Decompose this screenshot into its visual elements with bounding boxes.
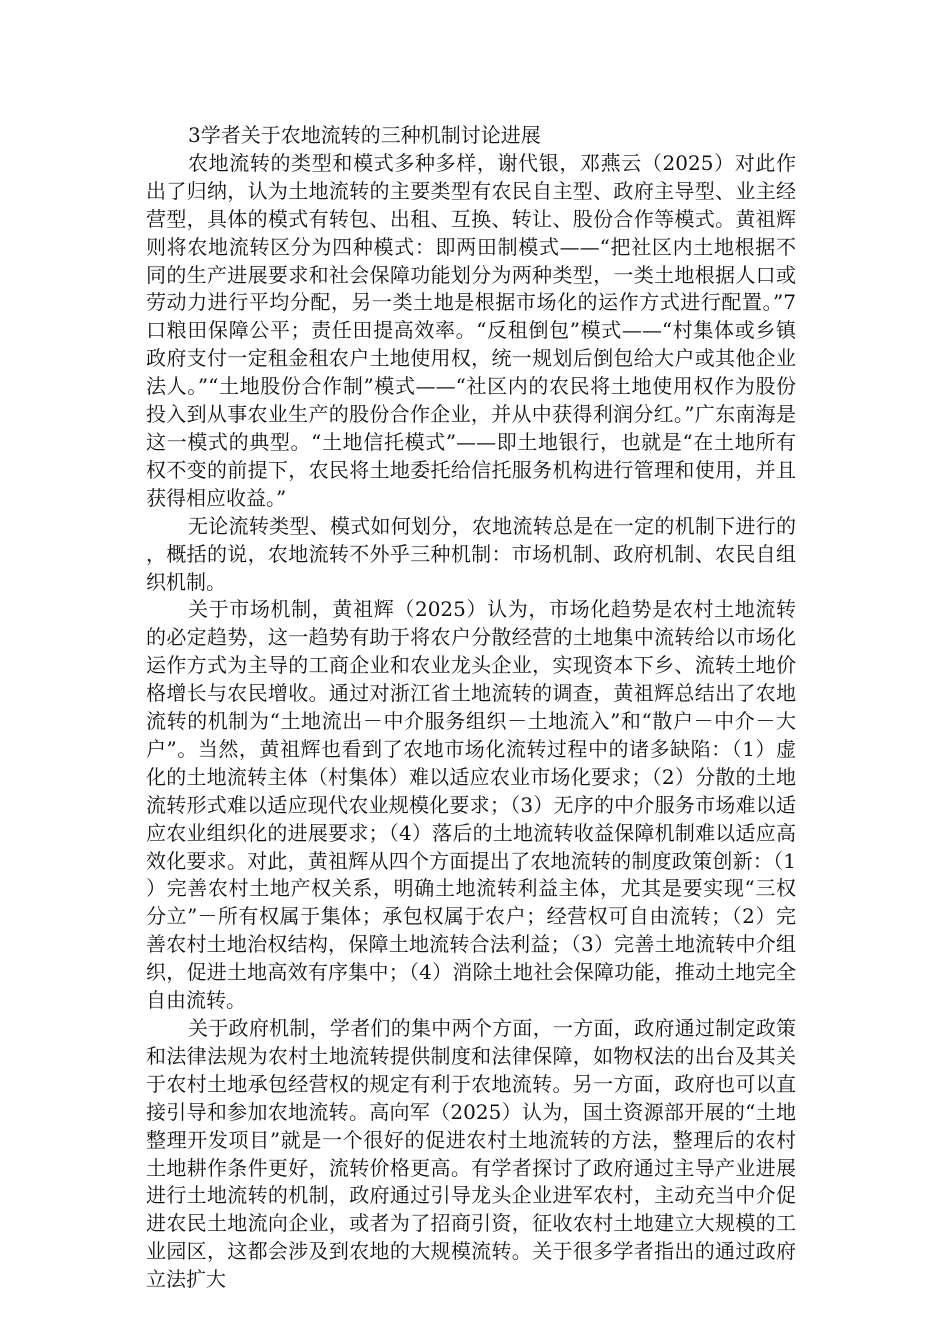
document-page — [146, 122, 796, 1294]
paragraph-government-mechanism: 关于政府机制，学者们的集中两个方面，一方面，政府通过制定政策和法律法规为农村土地流转提供制度和法律保障，如物权法的出台及其关于农村土地承包经营权的规定有利于农地流转。另一方面，政府也可以直接引导和参加农地流转。高向军（2025）认为，国土资源部开展的“土地整理开发项目”就是一个很好的促进农村土地流转的方法，整理后的农村土地耕作条件更好，流转价格更高。有学者探讨了政府通过主导产业进展进行土地流转的机制，政府通过引导龙头企业进军农村，主动充当中介促进农民土地流向企业，或者为了招商引资，征收农村土地建立大规模的工业园区，这都会涉及到农地的大规模流转。关于很多学者指出的通过政府立法扩大 — [146, 1016, 796, 1292]
paragraph-three-mechanisms: 无论流转类型、模式如何划分，农地流转总是在一定的机制下进行的，概括的说，农地流转不外乎三种机制：市场机制、政府机制、农民自组织机制。 — [146, 513, 796, 594]
paragraph-market-mechanism: 关于市场机制，黄祖辉（2025）认为，市场化趋势是农村土地流转的必定趋势，这一趋势有助于将农户分散经营的土地集中流转给以市场化运作方式为主导的工商企业和农业龙头企业，实现资本下乡、流转土地价格增长与农民增收。通过对浙江省土地流转的调查，黄祖辉总结出了农地流转的机制为“土地流出－中介服务组织－土地流入”和“散户－中介－大户”。当然，黄祖辉也看到了农地市场化流转过程中的诸多缺陷：（1）虚化的土地流转主体（村集体）难以适应农业市场化要求；（2）分散的土地流转形式难以适应现代农业规模化要求；（3）无序的中介服务市场难以适应农业组织化的进展要求；（4）落后的土地流转收益保障机制难以适应高效化要求。对此，黄祖辉从四个方面提出了农地流转的制度政策创新：（1）完善农村土地产权关系，明确土地流转利益主体，尤其是要实现“三权分立”－所有权属于集体；承包权属于农户；经营权可自由流转；（2）完善农村土地治权结构，保障土地流转合法利益；（3）完善土地流转中介组织，促进土地高效有序集中；（4）消除土地社会保障功能，推动土地完全自由流转。 — [146, 597, 796, 1013]
paragraph-land-transfer-types: 农地流转的类型和模式多种多样，谢代银，邓燕云（2025）对此作出了归纳，认为土地流转的主要类型有农民自主型、政府主导型、业主经营型，具体的模式有转包、出租、互换、转让、股份合作等模式。黄祖辉则将农地流转区分为四种模式：即两田制模式——“把社区内土地根据不同的生产进展要求和社会保障功能划分为两种类型，一类土地根据人口或劳动力进行平均分配，另一类土地是根据市场化的运作方式进行配置。”7口粮田保障公平；责任田提高效率。“反租倒包”模式——“村集体或乡镇政府支付一定租金租农户土地使用权，统一规划后倒包给大户或其他企业法人。”“土地股份合作制”模式——“社区内的农民将土地使用权作为股份投入到从事农业生产的股份合作企业，并从中获得利润分红。”广东南海是这一模式的典型。“土地信托模式”——即土地银行，也就是“在土地所有权不变的前提下，农民将土地委托给信托服务机构进行管理和使用，并且获得相应收益。” — [146, 150, 796, 510]
section-title: 3学者关于农地流转的三种机制讨论进展 — [188, 123, 541, 147]
